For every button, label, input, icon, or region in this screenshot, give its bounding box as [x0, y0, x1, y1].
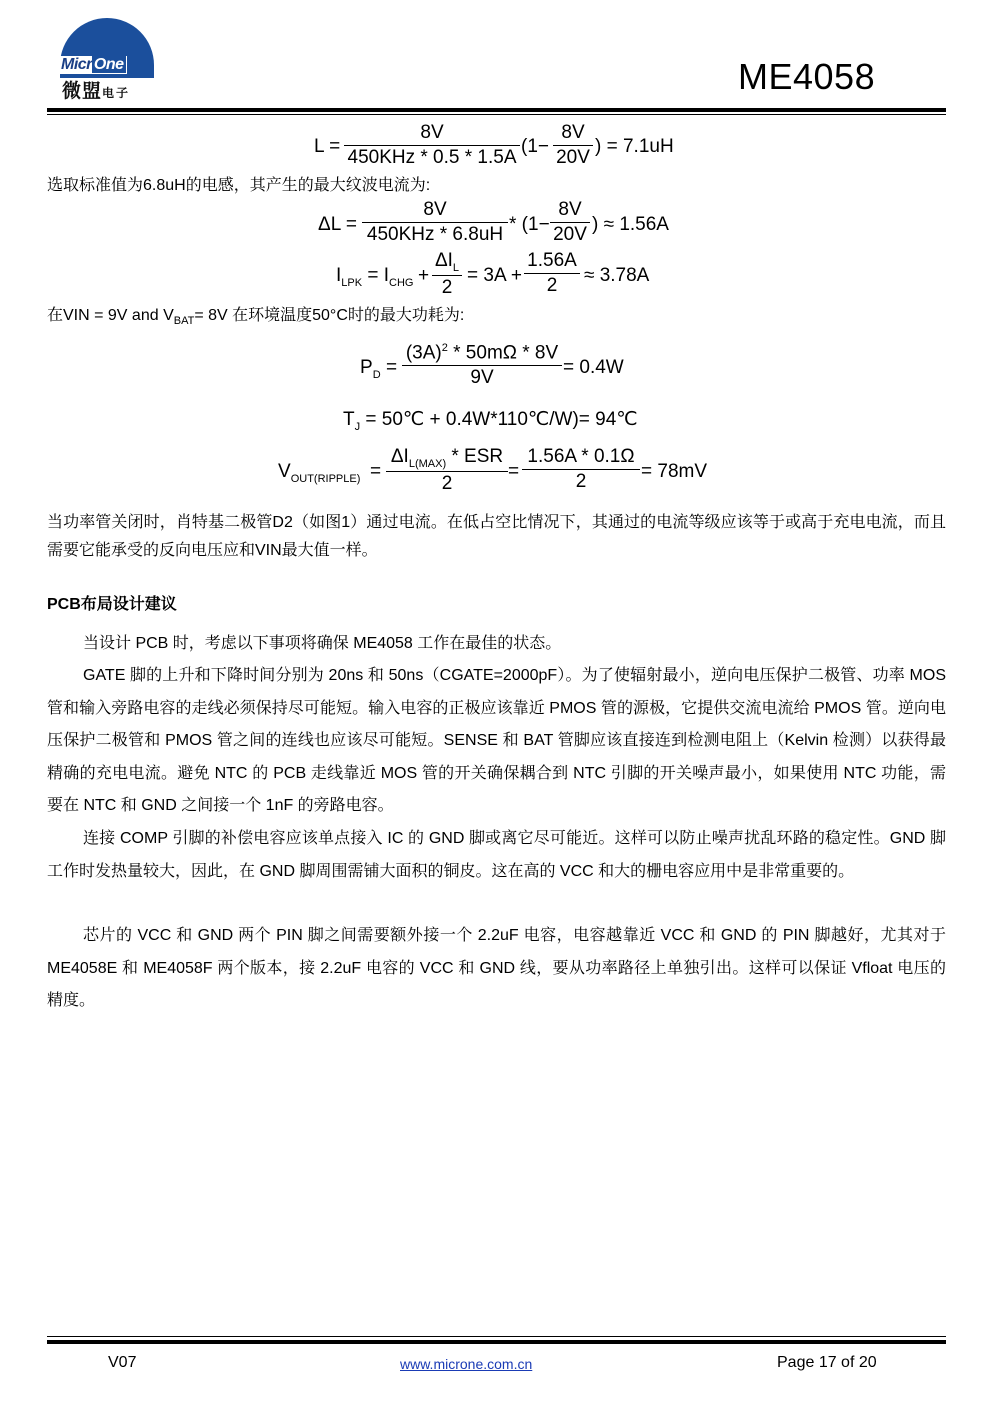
footer-rule — [47, 1340, 946, 1344]
equation-peak-current: $I_{LPK} = I_{CHG}$ + $\Delta I_L$ 2 = 3A + 1.56A 2 ≈ 3.78A — [336, 250, 650, 298]
paragraph-comp-gnd: 连接 COMP 引脚的补偿电容应该单点接入 IC 的 GND 脚或离它尽可能近。这样可以防止噪声扰乱环路的稳定性。GND 脚工作时发热量较大，因此，在 GND 脚周围需铺大面积的铜皮。这在高的 VCC 和大的栅电容应用中是非常重要的。 — [47, 830, 946, 880]
paragraph-condition: 在VIN = 9V and $V_{BAT}= 8V$ 在环境温度50°C时的最大功耗为: — [47, 307, 465, 328]
equation-junction-temperature: $T_J$ = 50℃ + 0.4W*110℃/W)= 94℃ — [343, 409, 638, 433]
paragraph-gate-routing: GATE 脚的上升和下降时间分别为 20ns 和 50ns（CGATE=2000pF）。为了使辐射最小，逆向电压保护二极管、功率 MOS 管和输入旁路电容的走线必须保持尽可能短。输入电容的正极应该靠近 PMOS 管的源极，它提供交流电流给 PMOS 管。逆向电压保护二极管和 PMOS 管之间的连线也应该尽可能短。SENSE 和 BAT 管脚应该直接连到检测电阻上（Kelvin 检测）以获得最精确的充电电流。避免 NTC 的 PCB 走线靠近 MOS 管的开关确保耦合到 NTC 引脚的开关噪声最小，如果使用 NTC 功能，需要在 NTC 和 GND 之间接一个 1nF 的旁路电容。 — [47, 667, 946, 814]
document-title: ME4058 — [738, 56, 876, 97]
website-link[interactable]: www.microne.com.cn — [400, 1356, 533, 1372]
footer-url[interactable] — [400, 1356, 532, 1374]
section-heading-pcb: PCB布局设计建议 — [47, 596, 177, 613]
paragraph-pcb-intro: 当设计 PCB 时，考虑以下事项将确保 ME4058 工作在最佳的状态。 — [83, 635, 562, 652]
paragraph-diode: 当功率管关闭时，肖特基二极管D2（如图1）通过电流。在低占空比情况下，其通过的电流等级应该等于或高于充电电流，而且需要它能承受的反向电压应和VIN最大值一样。 — [47, 514, 946, 559]
paragraph-vcc-capacitor: 芯片的 VCC 和 GND 两个 PIN 脚之间需要额外接一个 2.2uF 电容，电容越靠近 VCC 和 GND 的 PIN 脚越好，尤其对于 ME4058E 和 ME4058F 两个版本，接 2.2uF 电容的 VCC 和 GND 线，要从功率路径上单独引出。这样可以保证 Vfloat 电压的精度。 — [47, 927, 946, 1009]
logo-wordmark: Micr One — [60, 56, 127, 74]
equation-inductance: L = 8V 450KHz * 0.5 * 1.5A (1− 8V 20V ) = 7.1uH — [314, 122, 674, 168]
equation-power-dissipation: $P_D$ = $(3A)^2 * 50m\Omega * 8V$ 9V = 0.4W — [360, 342, 624, 389]
footer-page-number: Page 17 of 20 — [777, 1354, 877, 1371]
footer-version: V07 — [108, 1354, 137, 1371]
logo-chinese-name: 微盟电子 — [62, 81, 131, 102]
equation-output-ripple: $V_{OUT(RIPPLE)}$ = $\Delta I_{L(MAX)}$ * ESR 2 = 1.56A * 0.1Ω 2 = 78mV — [278, 446, 708, 494]
equation-ripple-current: ΔL = 8V 450KHz * 6.8uH * (1− 8V 20V ) ≈ 1.56A — [318, 199, 669, 245]
footer-rule-thin — [47, 1336, 946, 1337]
paragraph-inductor-choice: 选取标准值为6.8uH的电感，其产生的最大纹波电流为: — [47, 177, 431, 194]
